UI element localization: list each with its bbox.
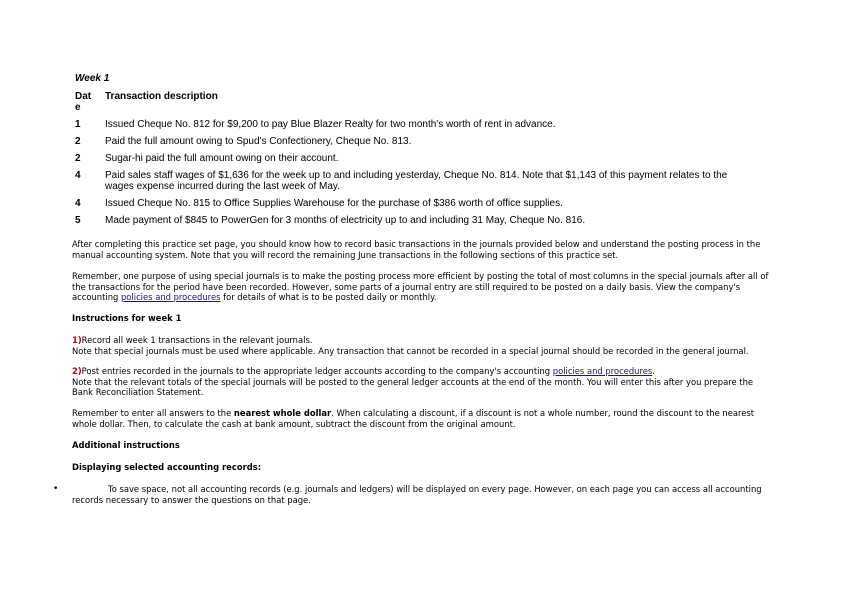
nearest-whole-dollar: nearest whole dollar: [233, 408, 332, 418]
row-date: 2: [75, 153, 81, 164]
bullet-text: To save space, not all accounting records (e.g. journals and ledgers) will be displayed on every page. However, on each page you can access all accounting records necessary to answer the questions on that page.: [72, 484, 762, 505]
step-2-number: 2): [72, 366, 82, 376]
transactions-table: [75, 91, 775, 232]
special-journals-paragraph: [72, 271, 772, 303]
row-description: Issued Cheque No. 812 for $9,200 to pay Blue Blazer Realty for two month's worth of rent in advance.: [105, 119, 556, 130]
intro-paragraph: [72, 239, 772, 260]
step-2: [72, 366, 772, 398]
header-description: Transaction description: [105, 91, 218, 102]
special-journals-text: [72, 271, 772, 303]
table-row: [75, 170, 775, 192]
step-2-line-2: Note that the relevant totals of the special journals will be posted to the general ledger accounts at the end of the month. You will enter this after you prepare the Bank Reconciliation Statement.: [72, 376, 754, 397]
step-1: [72, 335, 772, 356]
table-header: [75, 91, 775, 113]
additional-heading: Additional instructions: [72, 440, 180, 450]
week-title: Week 1: [75, 73, 110, 84]
table-row: [75, 153, 775, 164]
rounding-text: [72, 408, 772, 429]
table-row: [75, 136, 775, 147]
row-description: Issued Cheque No. 815 to Office Supplies Warehouse for the purchase of $386 worth of office supplies.: [105, 198, 563, 209]
row-date: 5: [75, 215, 81, 226]
rounding-paragraph: [72, 408, 772, 429]
para2-text-after: for details of what is to be posted daily or monthly.: [220, 292, 437, 302]
table-row: [75, 119, 775, 130]
header-date: Dat e: [75, 91, 92, 113]
row-date: 2: [75, 136, 81, 147]
step-2-text: Post entries recorded in the journals to the appropriate ledger accounts according to the company's accounting: [81, 366, 553, 376]
bullet-paragraph: [72, 484, 772, 505]
row-date: 4: [75, 170, 81, 181]
bullet-icon: •: [53, 484, 59, 494]
step-2-text-after: .: [652, 366, 655, 376]
policies-link[interactable]: policies and procedures: [120, 292, 221, 302]
row-description: Sugar-hi paid the full amount owing on their account.: [105, 153, 339, 164]
intro-text: After completing this practice set page, you should know how to record basic transactions in the journals provided below and understand the posting process in the manual accounting system. Note that you will record the remaining June transactions in the following sections of this practice set.: [72, 239, 761, 260]
step-1-line-2: Note that special journals must be used where applicable. Any transaction that cannot be recorded in a special journal should be recorded in the general journal.: [72, 345, 749, 356]
row-description: Made payment of $845 to PowerGen for 3 months of electricity up to and including 31 May, Cheque No. 816.: [105, 215, 586, 226]
row-date: 4: [75, 198, 81, 209]
para3-before: Remember to enter all answers to the: [72, 408, 234, 418]
row-description: Paid sales staff wages of $1,636 for the week up to and including yesterday, Cheque No. 814. Note that $1,143 of this payment relates to the wages expense incurred during the last week of May.: [105, 170, 728, 192]
table-row: [75, 215, 775, 226]
step-2-line-1: [72, 366, 772, 377]
instructions-heading: Instructions for week 1: [72, 313, 182, 323]
para3-after: . When calculating a discount, if a discount is not a whole number, round the discount to the nearest whole dollar. Then, to calculate the cash at bank amount, subtract the discount from the original amount.: [72, 408, 755, 429]
step-1-number: 1): [72, 335, 82, 345]
para2-text-before: Remember, one purpose of using special journals is to make the posting process more efficient by posting the total of most columns in the special journals after all of the transactions for the period have been recorded. However, some parts of a journal entry are still required to be posted on a daily basis. View the company's accounting: [72, 271, 769, 302]
step-1-line-1: [72, 335, 772, 346]
table-row: [75, 198, 775, 209]
row-description: Paid the full amount owing to Spud's Confectionery, Cheque No. 813.: [105, 136, 412, 147]
displaying-heading: Displaying selected accounting records:: [72, 462, 262, 472]
policies-link[interactable]: policies and procedures: [552, 366, 653, 376]
step-1-text: Record all week 1 transactions in the relevant journals.: [81, 335, 313, 345]
row-date: 1: [75, 119, 81, 130]
